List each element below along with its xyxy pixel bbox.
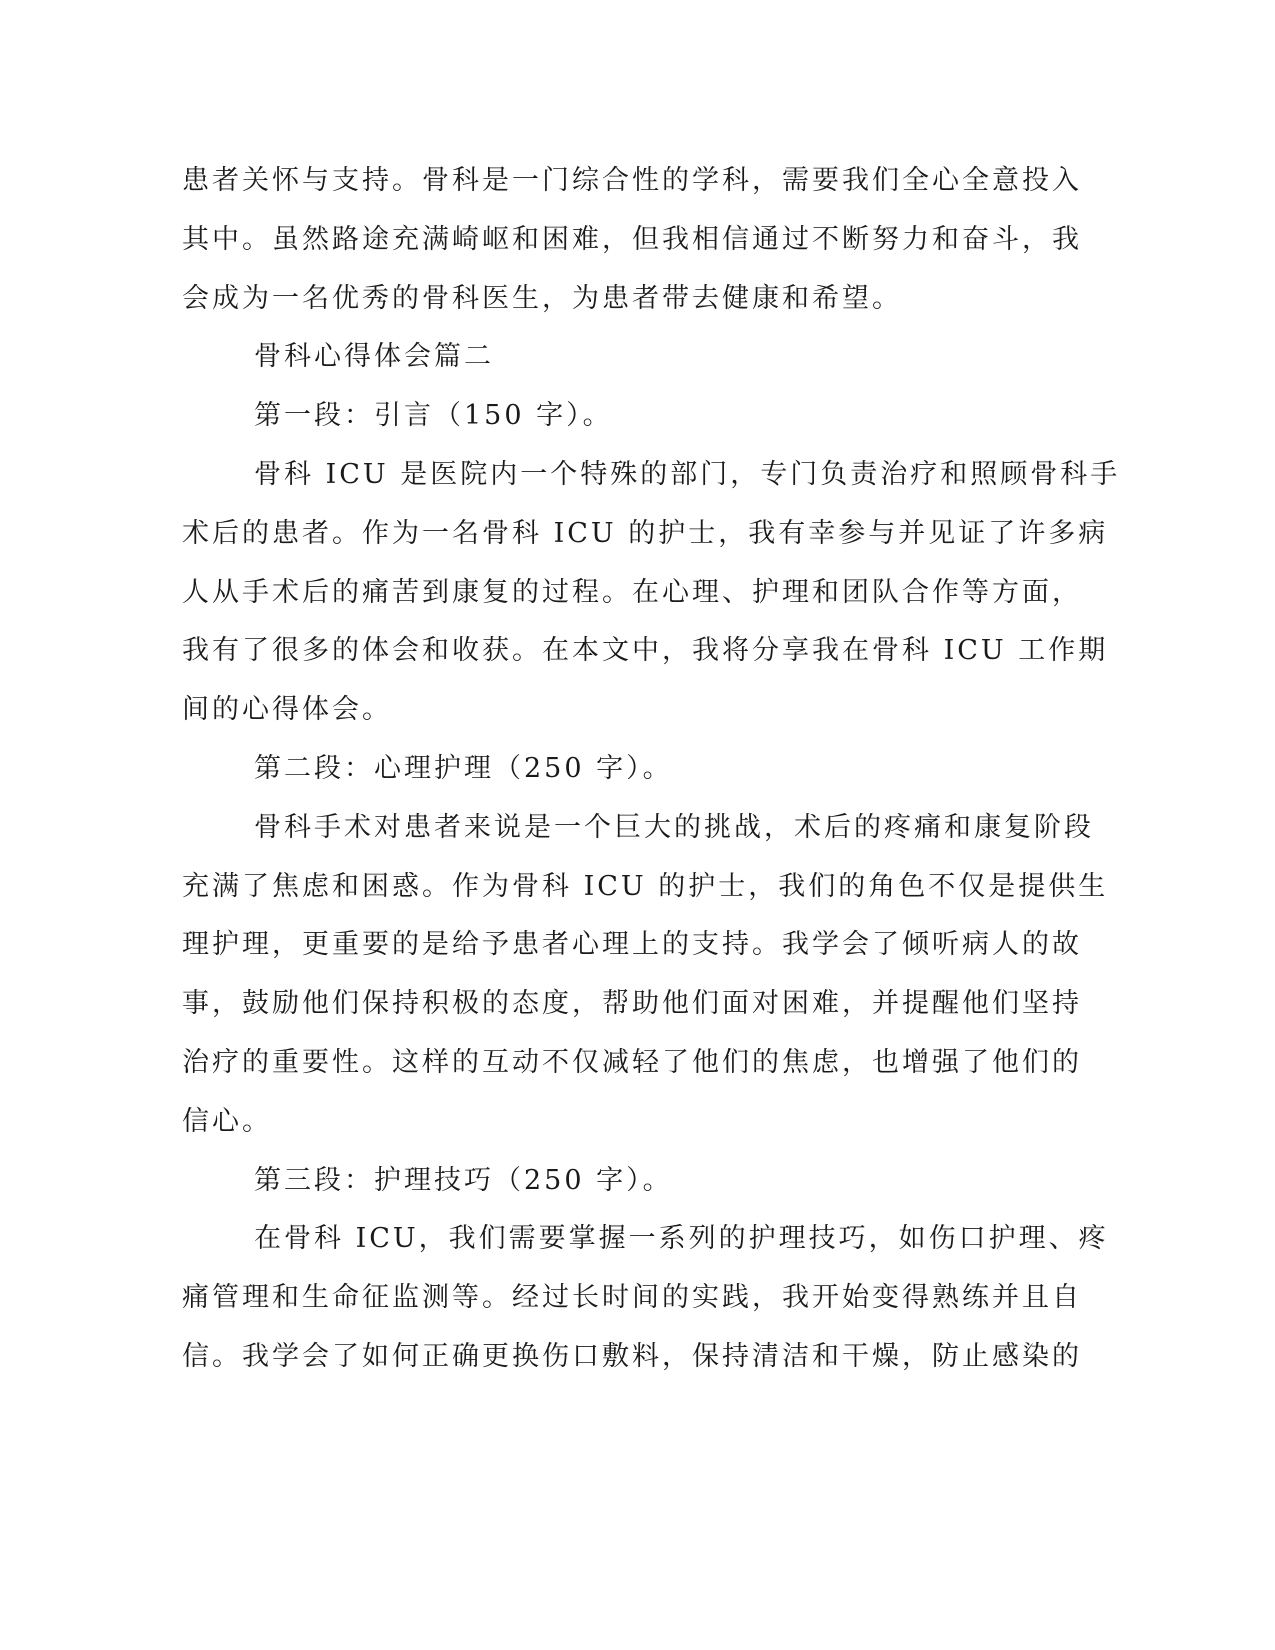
text-line: 理护理，更重要的是给予患者心理上的支持。我学会了倾听病人的故 [182,929,1082,961]
document-body [182,156,1121,1391]
text-line: 患者关怀与支持。骨科是一门综合性的学科，需要我们全心全意投入 [182,165,1082,196]
text-line: 骨科手术对患者来说是一个巨大的挑战，术后的疼痛和康复阶段 [254,811,1094,843]
text-line: 会成为一名优秀的骨科医生，为患者带去健康和希望。 [182,282,902,314]
section-heading: 骨科心得体会篇二 [254,341,494,373]
text-line: 充满了焦虑和困惑。作为骨科 ICU 的护士，我们的角色不仅是提供生 [182,870,1109,902]
text-line: 其中。虽然路途充满崎岖和困难，但我相信通过不断努力和奋斗，我 [182,223,1082,255]
text-line: 术后的患者。作为一名骨科 ICU 的护士，我有幸参与并见证了许多病 [182,517,1109,549]
text-line: 我有了很多的体会和收获。在本文中，我将分享我在骨科 ICU 工作期 [182,635,1109,667]
paragraph-heading: 第一段：引言（150 字）。 [254,400,613,432]
paragraph-heading: 第三段：护理技巧（250 字）。 [254,1164,673,1196]
text-line: 治疗的重要性。这样的互动不仅减轻了他们的焦虑，也增强了他们的 [182,1046,1082,1078]
text-line: 在骨科 ICU，我们需要掌握一系列的护理技巧，如伤口护理、疼 [254,1223,1109,1255]
text-line: 信。我学会了如何正确更换伤口敷料，保持清洁和干燥，防止感染的 [182,1340,1082,1372]
text-line: 事，鼓励他们保持积极的态度，帮助他们面对困难，并提醒他们坚持 [182,988,1082,1020]
text-line: 信心。 [182,1105,272,1137]
text-line: 痛管理和生命征监测等。经过长时间的实践，我开始变得熟练并且自 [182,1282,1082,1314]
text-line: 间的心得体会。 [182,694,392,726]
paragraph-heading: 第二段：心理护理（250 字）。 [254,752,673,784]
text-line: 骨科 ICU 是医院内一个特殊的部门，专门负责治疗和照顾骨科手 [254,458,1121,490]
text-line: 人从手术后的痛苦到康复的过程。在心理、护理和团队合作等方面， [182,576,1082,608]
